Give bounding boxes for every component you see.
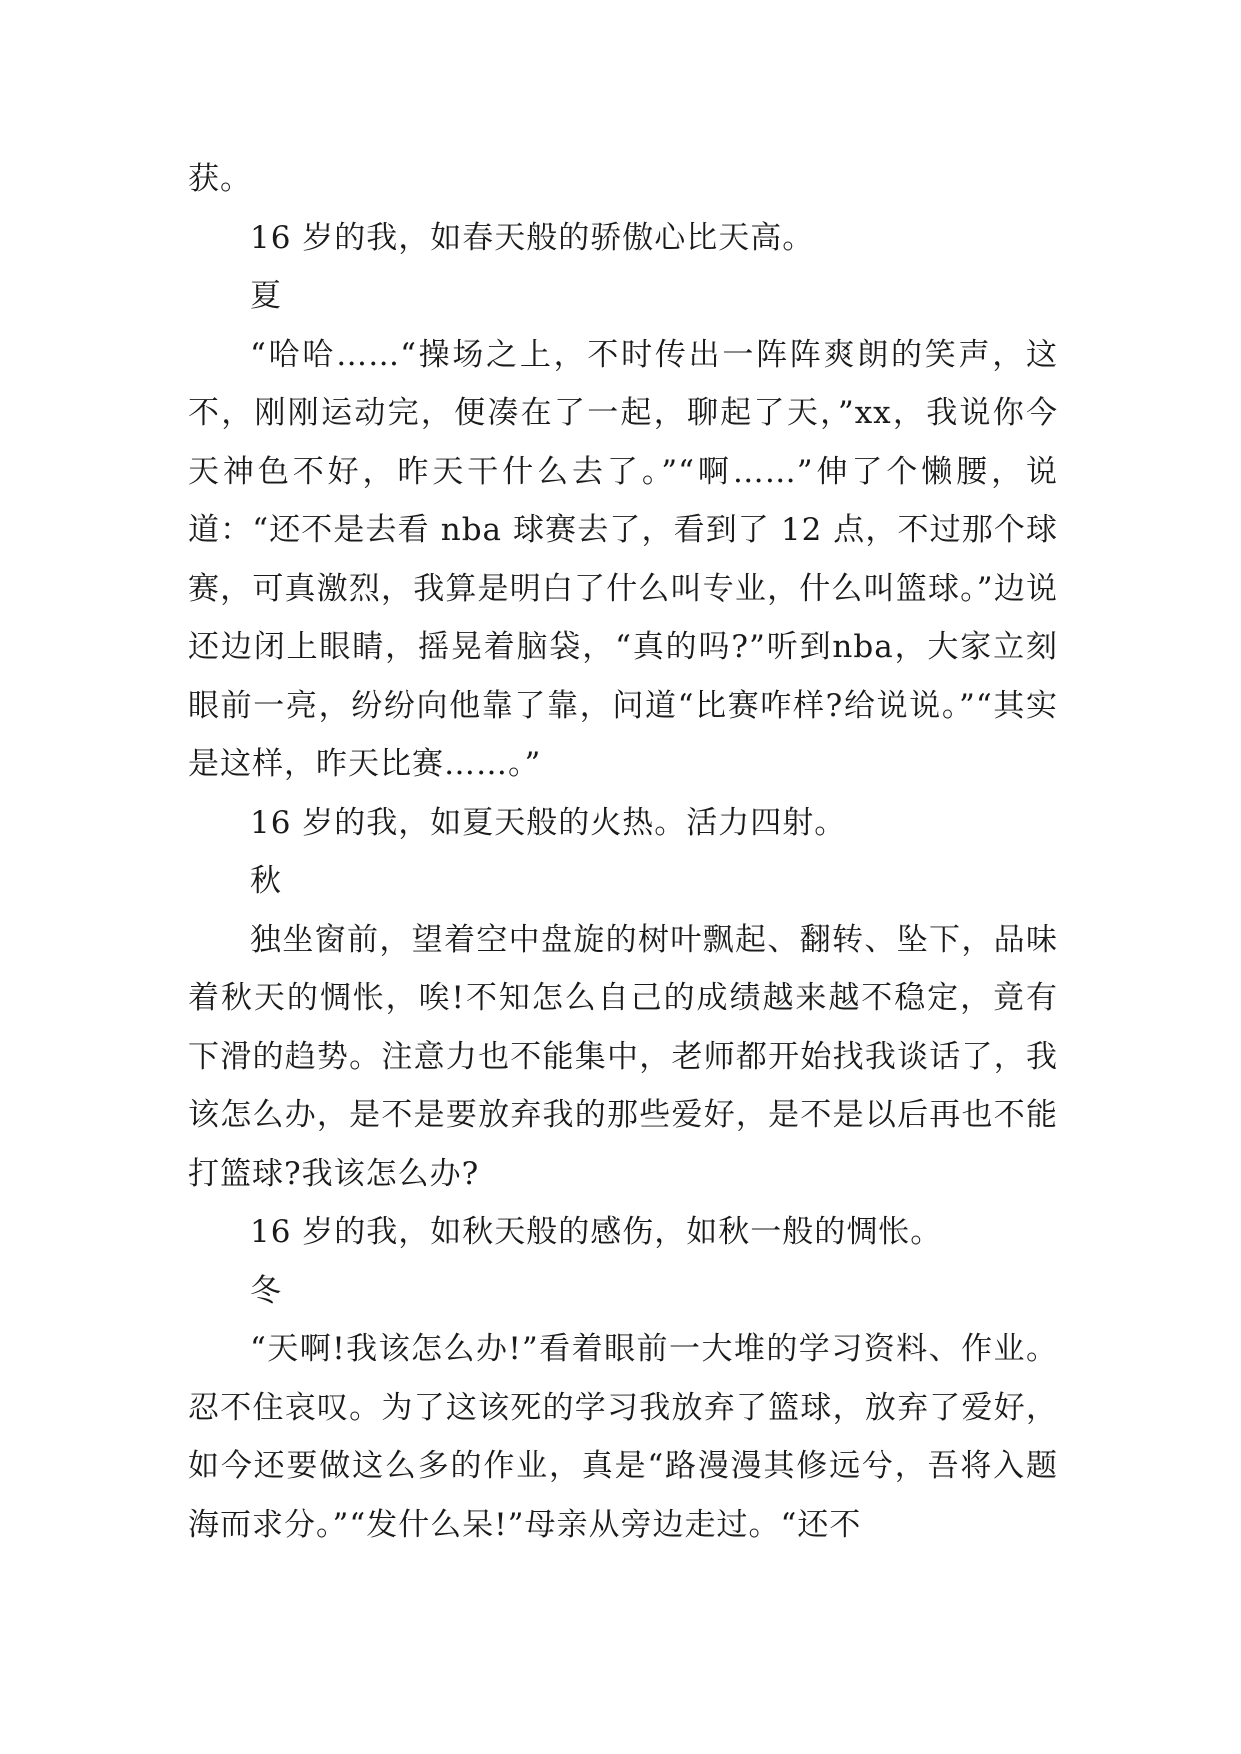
paragraph: “哈哈……“操场之上，不时传出一阵阵爽朗的笑声，这不，刚刚运动完，便凑在了一起，聊起了天，”xx，我说你今天神色不好，昨天干什么去了。”“啊……”伸了个懒腰，说道：“还不是去看 nba 球赛去了，看到了 12 点，不过那个球赛，可真激烈，我算是明白了什么叫专业，什么叫篮球。”边说还边闭上眼睛，摇晃着脑袋，“真的吗?”听到nba，大家立刻眼前一亮，纷纷向他靠了靠，问道“比赛咋样?给说说。”“其实是这样，昨天比赛……。” [188,336,1058,782]
paragraph: 获。 [188,161,252,197]
section-heading-autumn: 秋 [250,863,282,899]
section-heading-summer: 夏 [250,278,282,314]
paragraph: 16 岁的我，如秋天般的感伤，如秋一般的惆怅。 [250,1214,943,1250]
paragraph: 16 岁的我，如春天般的骄傲心比天高。 [250,219,815,256]
paragraph: 16 岁的我，如夏天般的火热。活力四射。 [250,804,847,841]
paragraph: 独坐窗前，望着空中盘旋的树叶飘起、翻转、坠下，品味着秋天的惆怅，唉!不知怎么自己的成绩越来越不稳定，竟有下滑的趋势。注意力也不能集中，老师都开始找我谈话了，我该怎么办，是不是要放弃我的那些爱好，是不是以后再也不能打篮球?我该怎么办? [188,921,1058,1192]
section-heading-winter: 冬 [250,1272,282,1309]
paragraph: “天啊!我该怎么办!”看着眼前一大堆的学习资料、作业。忍不住哀叹。为了这该死的学习我放弃了篮球，放弃了爱好，如今还要做这么多的作业，真是“路漫漫其修远兮，吾将入题海而求分。”“发什么呆!”母亲从旁边走过。“还不 [188,1331,1058,1543]
document-body [188,150,1058,1554]
